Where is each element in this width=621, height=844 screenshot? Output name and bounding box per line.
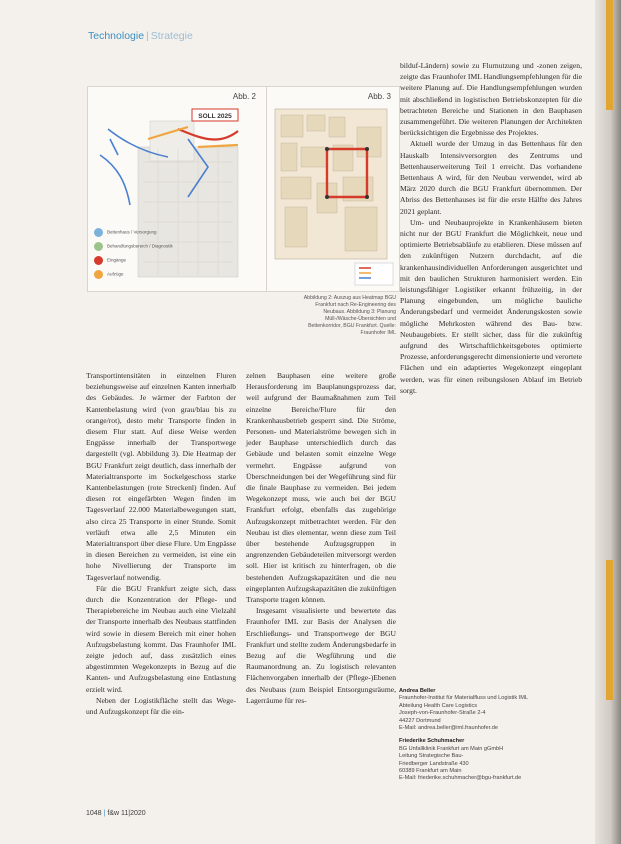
legend-swatch bbox=[94, 256, 103, 265]
author-line: BG Unfallklinik Frankfurt am Main gGmbH bbox=[399, 745, 504, 752]
floorplan-image bbox=[267, 87, 399, 291]
article-column-left bbox=[86, 370, 236, 717]
paragraph: Aktuell wurde der Umzug in das Bettenhaus für den Hauskalb Intensivversorgten des Zentrums und Bettenhauserweiterung Teil 1 erreicht. Das vorhandene Bettenhaus A wird, für den Neubau verwendet, wird ab März 2020 durch die BGU Frankfurt übernommen. Der Abriss des Bettenhauses ist für die erste Hälfte des Jahres 2021 geplant. bbox=[400, 139, 582, 216]
figure-3-label: Abb. 3 bbox=[367, 92, 391, 101]
soll-badge: SOLL 2025 bbox=[198, 113, 232, 120]
author-name: Friederike Schuhmacher bbox=[399, 738, 465, 745]
edge-tab bbox=[606, 560, 613, 700]
figure-caption: Abbildung 2: Auszug aus Heatmap BGU Frankfurt nach Re-Engineering des Neubaus. Abbildung 3: Planung Müll-/Wäsche-Übersichten und Bettenkorridor, BGU Frankfurt. Quelle: Fraunhofer IML bbox=[303, 295, 396, 336]
article-column-middle bbox=[246, 370, 396, 706]
author-line: E-Mail: andrea.beller@iml.fraunhofer.de bbox=[399, 725, 498, 732]
author-info bbox=[399, 688, 579, 789]
author-line: Abteilung Health Care Logistics bbox=[399, 702, 478, 709]
legend-item bbox=[94, 270, 124, 279]
paragraph: bilduf-Ländern) sowie zu Flurnutzung und -zonen zeigen, zeigte das Fraunhofer IML Handlungsempfehlungen für die weitere Planung auf. Die Handlungsempfehlungen wurden mit abschließend in logistischen Betriebskonzepten für die betrachteten Bereiche und Stationen in den Bauphasen zusammengeführt. Die weiteren Planungen der Architekten berücksichtigen die Ergebnisse des Projektes. bbox=[400, 61, 582, 138]
author-block bbox=[399, 738, 579, 782]
subsection-label: Strategie bbox=[150, 30, 193, 42]
legend-item bbox=[94, 256, 126, 265]
legend-item bbox=[94, 228, 157, 237]
paragraph: Für die BGU Frankfurt zeigte sich, dass durch die Konzentration der Pflege- und Therapiebereiche im Neubau auch eine Vielzahl der Transporte innerhalb des Neubaus stattfinden wird sowie in diesem Bereich mit einer hohen Aufzugsbelastung kommt. Das Fraunhofer IML zeigte jedoch auf, dass zusätzlich eines abgestimmten Wegekonzepts in Bezug auf die Kanten- und Aufzugsbelastung eine Entlastung erzielt wird. bbox=[86, 583, 236, 694]
floorplan-base bbox=[138, 147, 238, 277]
figure-3 bbox=[266, 86, 400, 292]
paragraph: Um- und Neubauprojekte in Krankenhäusern bieten nicht nur der BGU Frankfurt die Möglichkeit, neue und optimierte Betriebsabläufe zu etablieren. Diese müssen auf den zukünftigen Nutzern durchdacht, auf die krankenhausindividuellen Anforderungen ausgerichtet und mit den baulichen Strukturen harmonisiert werden. Ein leistungsfähiger Logistiker erkannt frühzeitig, in der Planung eingebunden, um mögliche bauliche Änderungsbedarf und vermeidet Änderungskosten sowie mögliche Mehrkosten während des Bau- bzw. Neubaugebiets. Er stellt sicher, dass für die zukünftig aufgrund des Wirtschaftlichkeitsgebotes optimierte Prozesse, anforderungsgerecht dimensionierte und verortete Flächen und ein adaptiertes Wegekonzept eingeplant werden, was für einen reibungslosen Ablauf im Betrieb sorgt. bbox=[400, 217, 582, 395]
plan-legend-box bbox=[355, 263, 393, 285]
author-line: E-Mail: friederike.schuhmacher@bgu-frankfurt.de bbox=[399, 775, 522, 782]
author-block bbox=[399, 688, 579, 732]
legend-label: Eingänge bbox=[107, 257, 127, 263]
paragraph: Transportintensitäten in einzelnen Fluren beziehungsweise auf einzelnen Kanten innerhalb des Gebäudes. Je wärmer der Farbton der Kantenbelastung wird (von grau/blau bis zu orange/rot), desto mehr Transporte finden in diesem Flur statt. Auf diese Weise werden Engpässe innerhalb der Transportwege dargestellt (vgl. Abbildung 3). Die Heatmap der BGU Frankfurt zeigt deutlich, dass innerhalb der Materialtransporte im Sockelgeschoss starke Kantenbelastungen (rote Streckenl) finden. Auf diesen rot eingefärbten Wegen finden im Tagesverlauf 22.000 Materialbewegungen statt, also circa 25 Transporte in einer Stunde. Somit verläuft etwa alle 2,5 Minuten ein Materialtransport über diese Flure. Um Engpässe in diesen Bereichen zu vermeiden, ist eine ein hohe Nivellierung der Transporte im Tagesverlauf notwendig. bbox=[86, 371, 236, 582]
journal-issue: f&w 11|2020 bbox=[107, 810, 146, 817]
figure-2-label: Abb. 2 bbox=[232, 92, 256, 101]
author-name: Andrea Beller bbox=[399, 688, 436, 694]
legend-swatch bbox=[94, 270, 103, 279]
paragraph: Insgesamt visualisierte und bewertete das Fraunhofer IML zur Basis der Analysen die Erschließungs- und Transportwege der BGU Frankfurt und stellte zudem Änderungsbedarfe in Bezug auf die Wegführung und die Raumanordnung an. Zu logistisch relevanten Flächenvorgaben innerhalb der (Pflege-)Ebenen des Neubaus (zum Beispiel Entsorgungsräume, Lagerräume für res- bbox=[246, 606, 396, 705]
legend-item bbox=[94, 242, 173, 251]
paragraph: zelnen Bauphasen eine weitere große Herausforderung im Bauplanungsprozess dar, weil aufgrund der Baumaßnahmen zum Teil einzelne Bereiche/Flure für den Krankenhausbetrieb gesperrt sind. Die Ströme, Personen- und Materialströme bewegen sich in jeder Bauphase unterschiedlich durch das Gebäude und belasten somit einzelne Wege vermehrt. Engpässe aufgrund von Überschneidungen bei der Wegeführung sind für die finale Bauphase zu vermeiden. Bei jedem Wegekonzept muss, wie auch bei der BGU Frankfurt erfolgt, ebenfalls das zugehörige Aufzugskonzept mitbetrachtet werden. Für den Neubau ist dies elementar, wenn diese zum Teil über bestehende Aufzugsgruppen in angrenzenden Gebäudeteilen mitversorgt werden soll. Hier ist kritisch zu hinterfragen, ob die bestehenden Aufzugskapazitäten und die neu eingeplanten Aufzugskapazitäten die zukünftigen Transporte tragen können. bbox=[246, 371, 396, 605]
author-line: Friedberger Landstraße 430 bbox=[399, 760, 469, 767]
author-line: 44227 Dortmund bbox=[399, 717, 441, 724]
author-line: Joseph-von-Fraunhofer-Straße 2-4 bbox=[399, 710, 486, 717]
legend-swatch bbox=[94, 228, 103, 237]
article-column-right-top bbox=[400, 60, 582, 396]
author-line: 60389 Frankfurt am Main bbox=[399, 768, 462, 775]
author-line: Leitung Strategische Bau- bbox=[399, 753, 464, 760]
legend-label: Aufzüge bbox=[107, 271, 124, 277]
paragraph: Neben der Logistikfläche stellt das Wege- und Aufzugskonzept für die ein- bbox=[86, 695, 236, 717]
section-separator: | bbox=[146, 30, 149, 42]
figure-2 bbox=[87, 86, 267, 292]
page-footer bbox=[86, 810, 146, 817]
legend-swatch bbox=[94, 242, 103, 251]
legend-label: Behandlungsbereich / Diagnostik bbox=[107, 243, 173, 249]
edge-tab bbox=[606, 0, 613, 110]
page-number: 1048 bbox=[86, 810, 102, 817]
author-line: Fraunhofer-Institut für Materialfluss und Logistik IML bbox=[399, 695, 529, 702]
section-header bbox=[88, 30, 193, 42]
legend-label: Bettenhaus / Versorgung bbox=[107, 229, 157, 235]
footer-separator: | bbox=[103, 810, 106, 817]
section-label: Technologie bbox=[88, 30, 145, 42]
page-edge bbox=[595, 0, 621, 844]
